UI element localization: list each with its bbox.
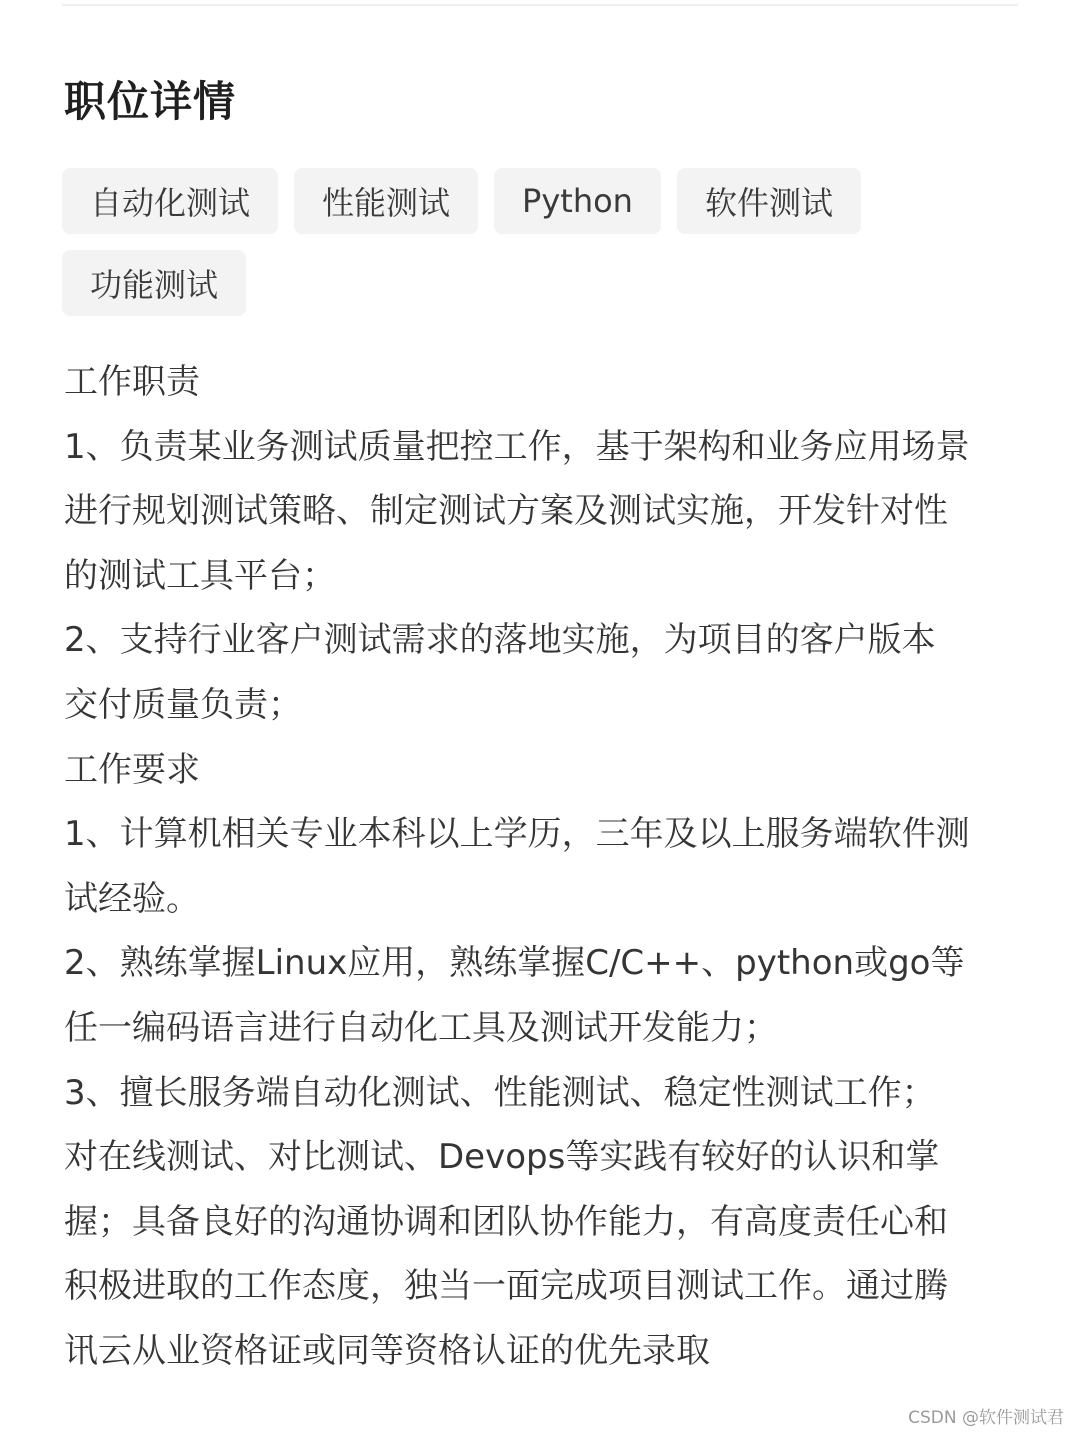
tag-functional-testing[interactable]: 功能测试 (62, 250, 246, 316)
section-heading-requirements: 工作要求 (64, 749, 200, 790)
description-line: 交付质量负责； (64, 684, 302, 725)
tag-software-testing[interactable]: 软件测试 (677, 168, 861, 234)
description-line: 对在线测试、对比测试、Devops等实践有较好的认识和掌 (64, 1137, 940, 1178)
page-title: 职位详情 (64, 77, 237, 126)
description-line: 试经验。 (64, 878, 200, 919)
description-line: 2、熟练掌握Linux应用，熟练掌握C/C++、python或go等 (64, 943, 965, 984)
description-line: 讯云从业资格证或同等资格认证的优先录取 (64, 1330, 710, 1371)
description-line: 1、计算机相关专业本科以上学历，三年及以上服务端软件测 (64, 814, 970, 855)
description-line: 任一编码语言进行自动化工具及测试开发能力； (64, 1007, 778, 1048)
description-line: 3、擅长服务端自动化测试、性能测试、稳定性测试工作； (64, 1072, 936, 1113)
top-divider (62, 4, 1018, 6)
description-line: 握；具备良好的沟通协调和团队协作能力，有高度责任心和 (64, 1201, 948, 1242)
section-heading-responsibilities: 工作职责 (64, 362, 200, 402)
tag-python[interactable]: Python (494, 168, 661, 234)
description-line: 进行规划测试策略、制定测试方案及测试实施，开发针对性 (64, 491, 948, 532)
description-line: 1、负责某业务测试质量把控工作，基于架构和业务应用场景 (64, 426, 970, 467)
watermark: CSDN @软件测试君 (908, 1408, 1064, 1428)
tag-automation-testing[interactable]: 自动化测试 (62, 168, 278, 234)
description-line: 的测试工具平台； (64, 555, 336, 596)
description-line: 2、支持行业客户测试需求的落地实施，为项目的客户版本 (64, 620, 936, 661)
skill-tags (62, 168, 892, 316)
job-description (64, 350, 1024, 1384)
description-line: 积极进取的工作态度，独当一面完成项目测试工作。通过腾 (64, 1266, 948, 1307)
tag-performance-testing[interactable]: 性能测试 (294, 168, 478, 234)
